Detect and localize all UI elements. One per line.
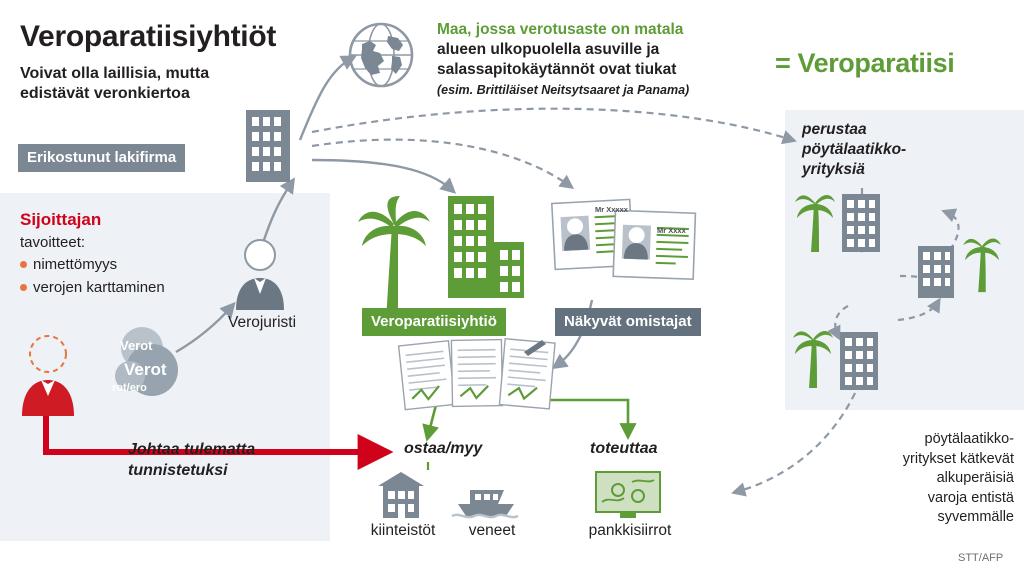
palm-tree-icon: [356, 196, 432, 322]
shell-company-building-3: [830, 330, 894, 392]
asset-caption-boats: veneet: [468, 522, 516, 539]
footnote-line: syvemmälle: [937, 509, 1014, 526]
page-subtitle-line1: Voivat olla laillisia, mutta: [20, 65, 210, 82]
id-card-name-1: Mr Xxxxx: [595, 205, 628, 214]
transfers-caption: pankkisiirrot: [588, 522, 672, 539]
shell-company-building-1: [832, 192, 896, 254]
tax-blob-label-2: Verot: [124, 360, 167, 379]
buy-sell-label: ostaa/myy: [404, 440, 483, 457]
red-arrow-label-line2: tunnistetuksi: [128, 461, 228, 479]
haven-note-example: (esim. Brittiläiset Neitsytsaaret ja Panama): [437, 83, 690, 98]
haven-company-label: Veroparatiisiyhtiö: [362, 308, 506, 336]
footnote-line: varoja entistä: [927, 489, 1014, 506]
haven-note-line1: alueen ulkopuolella asuville ja: [437, 41, 660, 59]
footnote-line: pöytälaatikko-: [924, 431, 1014, 447]
equals-tax-haven-label: = Veroparatiisi: [775, 48, 955, 78]
page-subtitle: [20, 64, 209, 104]
investor-goals-heading: Sijoittajan: [20, 210, 102, 229]
haven-note-line2: salassapitokäytännöt ovat tiukat: [437, 61, 677, 79]
globe-icon: [348, 22, 414, 88]
palm-tree-icon-right-1: [794, 188, 836, 254]
boat-icon: [452, 478, 520, 520]
shell-companies-heading: [802, 120, 992, 179]
footnote-line: yritykset kätkevät: [902, 450, 1014, 467]
goal-label: nimettömyys: [33, 256, 118, 273]
real-estate-icon: [374, 470, 428, 520]
id-card-name-2: Mr Xxxx: [657, 226, 686, 235]
goal-label: verojen karttaminen: [33, 278, 165, 296]
bank-transfer-icon: [592, 470, 666, 522]
investor-goals-sub: tavoitteet:: [20, 234, 86, 251]
shell-companies-footnote: [760, 430, 1014, 528]
tax-blob-label-3: rot/ero: [112, 382, 147, 394]
law-firm-building-icon: [240, 108, 302, 186]
anonymous-investor-icon: [16, 334, 80, 416]
bullet-icon: [20, 284, 27, 291]
footnote-line: alkuperäisiä: [936, 470, 1014, 487]
shell-company-building-2: [910, 244, 966, 300]
shell-heading-line3: yrityksiä: [802, 160, 865, 178]
list-item: [20, 254, 250, 277]
palm-tree-icon-right-2: [962, 232, 1002, 294]
investor-goals-list: [20, 254, 250, 299]
page-subtitle-line2: edistävät veronkiertoa: [20, 85, 190, 102]
haven-company-building-icon: [430, 194, 528, 302]
law-firm-label: Erikostunut lakifirma: [18, 144, 185, 172]
haven-note-green: Maa, jossa verotusaste on matala: [437, 21, 684, 38]
credit-line: STT/AFP: [958, 552, 1004, 564]
list-item: [20, 277, 250, 300]
tax-blob-label-1: Verot: [120, 338, 153, 353]
red-arrow-label-line1: Johtaa tulematta: [128, 441, 256, 458]
asset-caption-real-estate: kiinteistöt: [370, 522, 436, 539]
red-arrow-label: [128, 440, 255, 482]
page-title: Veroparatiisiyhtiöt: [20, 20, 277, 53]
signed-documents-icon: [398, 336, 558, 414]
haven-note: [437, 20, 777, 97]
execute-label: toteuttaa: [590, 440, 658, 457]
shell-heading-line1: perustaa: [802, 121, 867, 138]
palm-tree-icon-right-3: [792, 324, 834, 390]
bullet-icon: [20, 261, 27, 268]
shell-heading-line2: pöytälaatikko-: [802, 140, 907, 158]
tax-lawyer-icon: [222, 238, 298, 310]
visible-owners-label: Näkyvät omistajat: [555, 308, 701, 336]
tax-lawyer-caption: Verojuristi: [227, 314, 297, 331]
